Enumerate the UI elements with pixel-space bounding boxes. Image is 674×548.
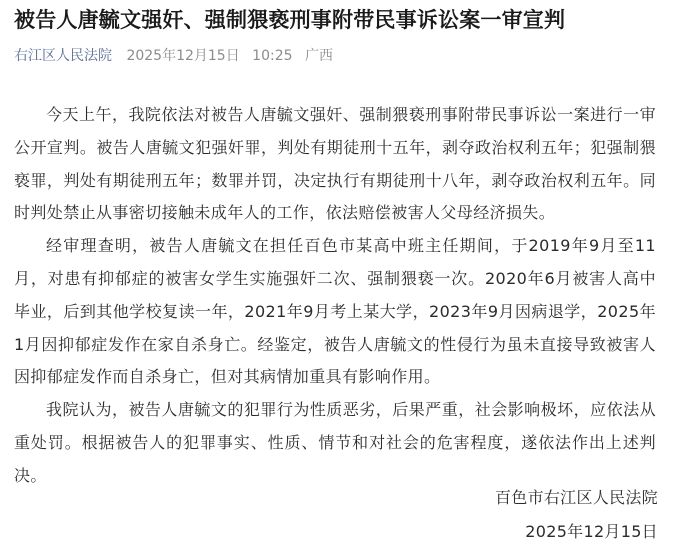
publish-time: 10:25 [252, 48, 293, 64]
signature-date: 2025年12月15日 [525, 522, 658, 541]
signature-court: 百色市右江区人民法院 [494, 488, 658, 507]
article-paragraph: 经审理查明，被告人唐毓文在担任百色市某高中班主任期间，于2019年9月至11月，对患有抑郁症的被害女学生实施强奸二次、强制猥亵一次。2020年6月被害人高中毕业，后到其他学校复读一年，2021年9月考上某大学，2023年9月因病退学，2025年1月因抑郁症发作在家自杀身亡。经鉴定，被告人唐毓文的性侵行为虽未直接导致被害人因抑郁症发作而自杀身亡，但对其病情加重具有影响作用。 [14, 236, 656, 387]
account-name-link[interactable]: 右江区人民法院 [14, 48, 112, 64]
article-title: 被告人唐毓文强奸、强制猥亵刑事附带民事诉讼案一审宣判 [14, 8, 566, 32]
publish-date: 2025年12月15日 [126, 48, 240, 64]
article-body [14, 99, 660, 493]
article-paragraph: 我院认为，被告人唐毓文的犯罪行为性质恶劣，后果严重，社会影响极坏，应依法从重处罚。根据被告人的犯罪事实、性质、情节和对社会的危害程度，遂依法作出上述判决。 [14, 400, 656, 485]
article-signature [495, 481, 658, 548]
article-paragraph: 今天上午，我院依法对被告人唐毓文强奸、强制猥亵刑事附带民事诉讼一案进行一审公开宣判。被告人唐毓文犯强奸罪，判处有期徒刑十五年，剥夺政治权利五年；犯强制猥亵罪，判处有期徒刑五年；数罪并罚，决定执行有期徒刑十八年，剥夺政治权利五年。同时判处禁止从事密切接触未成年人的工作，依法赔偿被害人父母经济损失。 [14, 105, 656, 223]
publish-location: 广西 [304, 48, 333, 64]
article-meta [14, 46, 660, 66]
